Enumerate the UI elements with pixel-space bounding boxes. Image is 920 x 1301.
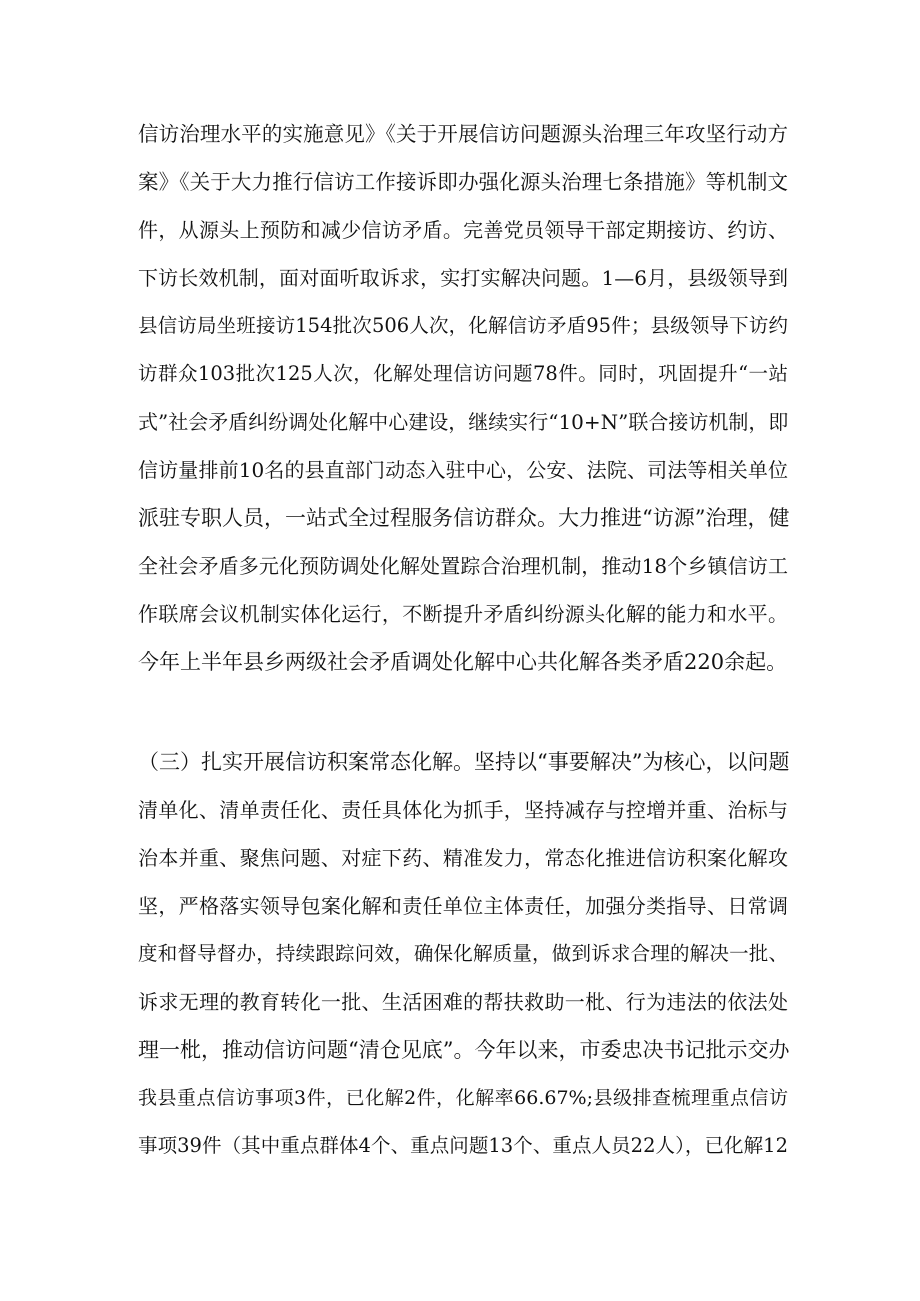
text-line: 访群众103批次125人次，化解处理信访问题78件。同时，巩固提升“一站 [138,362,788,385]
text-line: 坚，严格落实领导包案化解和责任单位主体责任，加强分类指导、日常调 [138,894,788,918]
text-line: 治本并重、聚焦问题、对症下药、精准发力，常态化推进信访积案化解攻 [138,846,788,870]
text-line: 诉求无理的教育转化一批、生活困难的帮扶救助一枇、行为违法的依法处 [138,990,788,1014]
text-line: 案》《关于大力推行信访工作接诉即办强化源头治理七条措施》等机制文 [138,170,788,194]
text-line: 今年上半年县乡两级社会矛盾调处化解中心共化解各类矛盾220余起。 [138,650,788,674]
text-line: 度和督导督办，持续跟踪问效，确保化解质量，做到诉求合理的解决一批、 [138,942,788,965]
text-line: 下访长效机制，面对面听取诉求，实打实解决问题。1—6月，县级领导到 [138,266,788,290]
text-line: 清单化、清单责任化、责任具体化为抓手，坚持减存与控增并重、治标与 [138,798,788,822]
text-line: 信访治理水平的实施意见》《关于开展信访问题源头治理三年攻坚行动方 [138,122,788,146]
text-line: 派驻专职人员，一站式全过程服务信访群众。大力推进“访源”治理，健 [138,506,790,530]
text-line: 信访量排前10名的县直部门动态入驻中心，公安、法院、司法等相关单位 [138,458,788,482]
text-line: （三）扎实开展信访积案常态化解。坚持以“事要解决”为核心，以问题 [138,750,790,774]
text-line: 全社会矛盾多元化预防调处化解处置踪合治理机制，推动18个乡镇信访工 [138,554,788,578]
text-line: 式”社会矛盾纠纷调处化解中心建设，继续实行“10+N”联合接访机制，即 [138,410,789,434]
text-line: 事项39件（其中重点群体4个、重点问题13个、重点人员22人），已化解12 [138,1134,788,1157]
text-line: 件，从源头上预防和减少信访矛盾。完善党员领导干部定期接访、约访、 [138,218,788,242]
text-line: 理一枇，推动信访问题“清仓见底”。今年以来，市委忠决书记批示交办 [138,1038,790,1062]
text-line: 作联席会议机制实体化运行，不断提升矛盾纠纷源头化解的能力和水平。 [138,602,788,626]
text-line: 我县重点信访事项3件，已化解2件，化解率66.67%;县级排查梳理重点信访 [138,1087,788,1109]
text-line: 县信访局坐班接访154批次506人次，化解信访矛盾95件；县级领导下访约 [138,314,788,337]
